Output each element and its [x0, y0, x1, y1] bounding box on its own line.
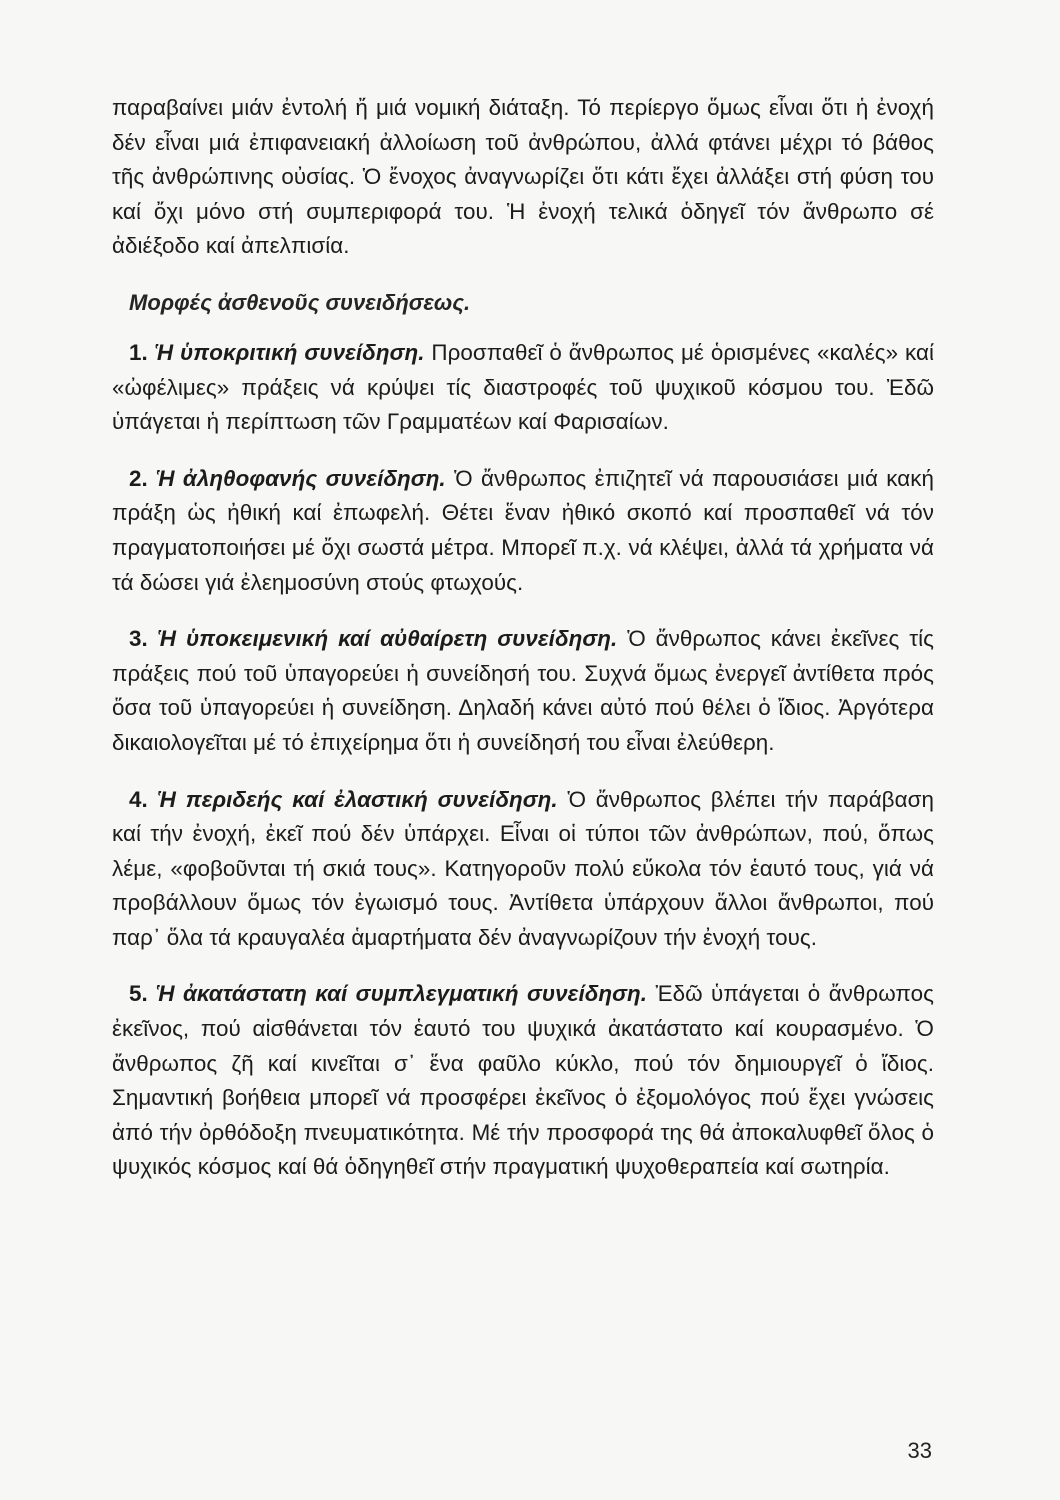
list-item-5: [112, 977, 934, 1185]
item-title: Ἡ ἀληθοφανής συνείδηση.: [156, 465, 446, 491]
item-text: Ὁ ἄνθρωπος κάνει ἐκεῖνες τίς πράξεις πού τοῦ ὑπαγορεύει ἡ συνείδησή του. Συχνά ὅμως ἐνεργεῖ ἀντίθετα πρός ὅσα τοῦ ὑπαγορεύει ἡ συνείδηση. Δηλαδή κάνει αὐτό πού θέλει ὁ ἴδιος. Ἀργότερα δικαιολογεῖται μέ τό ἐπιχείρημα ὅτι ἡ συνείδησή του εἶναι ἐλεύθερη.: [112, 626, 935, 755]
page-text-block: [112, 91, 934, 1207]
item-title: Ἡ ὑποκριτική συνείδηση.: [154, 339, 425, 365]
item-number: 5.: [129, 981, 148, 1007]
list-item-3: [112, 622, 934, 760]
item-text: Ἐδῶ ὑπάγεται ὁ ἄνθρωπος ἐκεῖνος, πού αἰσθάνεται τόν ἑαυτό του ψυχικά ἀκατάστατο καί κουρασμένο. Ὁ ἄνθρωπος ζῆ καί κινεῖται σ᾿ ἕνα φαῦλο κύκλο, πού τόν δημιουργεῖ ὁ ἴδιος. Σημαντική βοήθεια μπορεῖ νά προσφέρει ἐκεῖνος ὁ ἐξομολόγος πού ἔχει γνώσεις ἀπό τήν ὀρθόδοξη πνευματικότητα. Μέ τήν προσφορά της θά ἀποκαλυφθεῖ ὅλος ὁ ψυχικός κόσμος καί θά ὁδηγηθεῖ στήν πραγματική ψυχοθεραπεία καί σωτηρία.: [112, 981, 934, 1180]
item-title: Ἡ ἀκατάστατη καί συμπλεγματική συνείδηση.: [156, 981, 648, 1007]
item-number: 1.: [129, 339, 148, 365]
item-text: Ὁ ἄνθρωπος βλέπει τήν παράβαση καί τήν ἐνοχή, ἐκεῖ πού δέν ὑπάρχει. Εἶναι οἱ τύποι τῶν ἀνθρώπων, πού, ὅπως λέμε, «φοβοῦνται τή σκιά τους». Κατηγοροῦν πολύ εὔκολα τόν ἑαυτό τους, γιά νά προβάλλουν ὅμως τόν ἐγωισμό τους. Ἀντίθετα ὑπάρχουν ἄλλοι ἄνθρωποι, πού παρ᾿ ὅλα τά κραυγαλέα ἁμαρτήματα δέν ἀναγνωρίζουν τήν ἐνοχή τους.: [112, 786, 934, 950]
item-title: Ἡ περιδεής καί ἐλαστική συνείδηση.: [157, 786, 558, 812]
list-item-1: [112, 336, 934, 440]
list-item-4: [112, 783, 934, 956]
page-number: 33: [907, 1438, 932, 1463]
item-text: Προσπαθεῖ ὁ ἄνθρωπος μέ ὁρισμένες «καλές» καί «ὠφέλιμες» πράξεις νά κρύψει τίς διαστροφές τοῦ ψυχικοῦ κόσμου του. Ἐδῶ ὑπάγεται ἡ περίπτωση τῶν Γραμματέων καί Φαρισαίων.: [112, 339, 935, 435]
item-text: Ὁ ἄνθρωπος ἐπιζητεῖ νά παρουσιάσει μιά κακή πράξη ὡς ἠθική καί ἐπωφελή. Θέτει ἕναν ἠθικό σκοπό καί προσπαθεῖ νά τόν πραγματοποιήσει μέ ὄχι σωστά μέτρα. Μπορεῖ π.χ. νά κλέψει, ἀλλά τά χρήματα νά τά δώσει γιά ἐλεημοσύνη στούς φτωχούς.: [112, 465, 934, 595]
item-number: 3.: [129, 626, 148, 652]
item-title: Ἡ ὑποκειμενική καί αὐθαίρετη συνείδηση.: [157, 626, 618, 652]
section-heading: Μορφές ἀσθενοῦς συνειδήσεως.: [129, 289, 471, 315]
item-number: 4.: [129, 786, 148, 812]
list-item-2: [112, 462, 934, 600]
item-number: 2.: [129, 465, 148, 491]
intro-paragraph: παραβαίνει μιάν ἐντολή ἤ μιά νομική διάταξη. Τό περίεργο ὅμως εἶναι ὅτι ἡ ἐνοχή δέν εἶναι μιά ἐπιφανειακή ἀλλοίωση τοῦ ἀνθρώπου, ἀλλά φτάνει μέχρι τό βάθος τῆς ἀνθρώπινης οὐσίας. Ὁ ἔνοχος ἀναγνωρίζει ὅτι κάτι ἔχει ἀλλάξει στή φύση του καί ὄχι μόνο στή συμπεριφορά του. Ἡ ἐνοχή τελικά ὁδηγεῖ τόν ἄνθρωπο σέ ἀδιέξοδο καί ἀπελπισία.: [112, 95, 934, 259]
